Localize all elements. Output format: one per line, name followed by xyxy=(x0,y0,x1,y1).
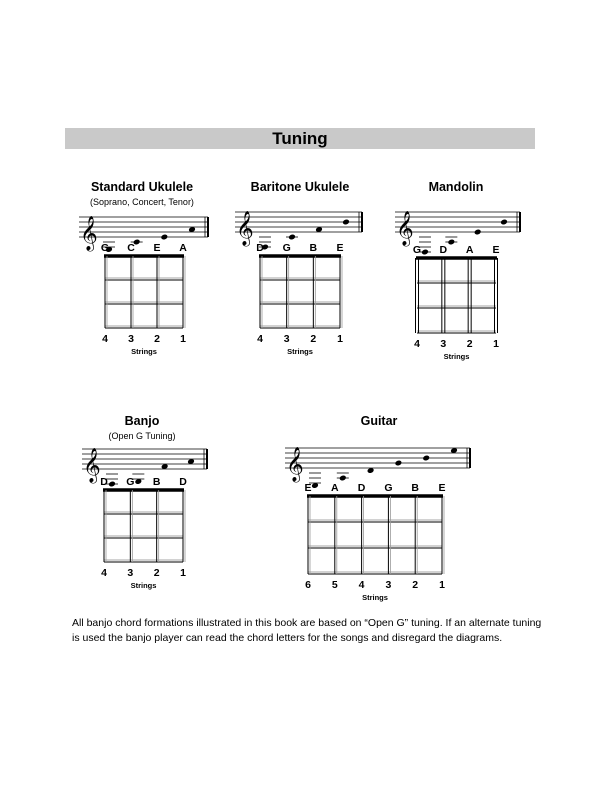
banjo-string-note-label: D xyxy=(100,476,108,488)
mandolin-string-number: 1 xyxy=(493,338,499,350)
banjo-string-note-label: G xyxy=(126,476,135,488)
banjo-string-note-label: D xyxy=(179,476,187,488)
baritone-ukulele-treble-clef-icon: 𝄞 xyxy=(236,211,254,246)
mandolin-treble-clef-icon: 𝄞 xyxy=(396,211,414,246)
mandolin-string-number: 2 xyxy=(466,338,473,350)
guitar-string-note-label: B xyxy=(411,482,419,494)
baritone-ukulele-string-note-label: D xyxy=(256,242,264,254)
banjo-string-number: 4 xyxy=(101,567,107,579)
mandolin-string-note-label: A xyxy=(465,244,474,256)
standard-ukulele-string-note-label: E xyxy=(153,242,161,254)
guitar-string-note-label: A xyxy=(331,482,339,494)
baritone-ukulele-strings-label: Strings xyxy=(287,347,313,356)
baritone-ukulele-string-number: 1 xyxy=(337,333,343,345)
mandolin-title: Mandolin xyxy=(428,180,484,194)
standard-ukulele-title: Standard Ukulele xyxy=(90,180,194,194)
standard-ukulele-treble-clef-icon: 𝄞 xyxy=(80,216,98,251)
standard-ukulele-subtitle: (Soprano, Concert, Tenor) xyxy=(90,197,194,207)
guitar-string-note-label: E xyxy=(304,482,312,494)
guitar-string-note-label: D xyxy=(357,482,366,494)
standard-ukulele-string-number: 4 xyxy=(102,333,108,345)
baritone-ukulele-string-number: 2 xyxy=(310,333,317,345)
banjo-string-note-label: B xyxy=(152,476,161,488)
baritone-ukulele-string-number: 3 xyxy=(283,333,290,345)
guitar-string-number: 3 xyxy=(385,579,392,591)
guitar-string-number: 5 xyxy=(331,579,338,591)
banjo-strings-label: Strings xyxy=(130,581,157,590)
guitar-treble-clef-icon: 𝄞 xyxy=(286,447,304,482)
banjo-subtitle: (Open G Tuning) xyxy=(108,431,176,441)
guitar-strings-label: Strings xyxy=(362,593,388,602)
standard-ukulele-string-note-label: C xyxy=(127,242,135,254)
baritone-ukulele-string-note-label: E xyxy=(336,242,344,254)
baritone-ukulele-string-note-label: B xyxy=(309,242,318,254)
baritone-ukulele-string-note-label: G xyxy=(282,242,291,254)
baritone-ukulele-title: Baritone Ukulele xyxy=(250,180,350,194)
guitar-string-number: 6 xyxy=(305,579,311,591)
guitar-note-head xyxy=(422,455,430,462)
banjo-title: Banjo xyxy=(124,414,160,428)
banjo-treble-clef-icon: 𝄞 xyxy=(83,448,101,483)
standard-ukulele-string-note-label: G xyxy=(100,242,110,254)
guitar-title: Guitar xyxy=(360,414,398,428)
banjo-tuning-footnote: All banjo chord formations illustrated in this book are based on “Open G” tuning. If an alternate tuning is used the banjo player can read the chord letters for the songs and disregard the diagrams. xyxy=(72,617,542,644)
guitar-string-number: 4 xyxy=(358,579,365,591)
page-title: Tuning xyxy=(65,128,535,149)
mandolin-string-note-label: E xyxy=(492,244,500,256)
guitar-string-note-label: G xyxy=(384,482,393,494)
standard-ukulele-strings-label: Strings xyxy=(131,347,157,356)
banjo-string-number: 3 xyxy=(127,567,134,579)
guitar-note-head xyxy=(339,475,347,482)
standard-ukulele-string-number: 2 xyxy=(154,333,160,345)
standard-ukulele-string-number: 1 xyxy=(180,333,186,345)
guitar-string-note-label: E xyxy=(438,482,446,494)
mandolin-string-number: 3 xyxy=(440,338,447,350)
banjo-string-number: 2 xyxy=(153,567,160,579)
baritone-ukulele-string-number: 4 xyxy=(257,333,263,345)
guitar-string-number: 2 xyxy=(412,579,419,591)
banjo-string-number: 1 xyxy=(180,567,186,579)
mandolin-string-number: 4 xyxy=(414,338,420,350)
mandolin-strings-label: Strings xyxy=(443,352,470,361)
guitar-note-head xyxy=(395,460,403,467)
mandolin-string-note-label: G xyxy=(412,244,422,256)
standard-ukulele-string-note-label: A xyxy=(179,242,187,254)
mandolin-string-note-label: D xyxy=(439,244,448,256)
guitar-string-number: 1 xyxy=(439,579,445,591)
standard-ukulele-string-number: 3 xyxy=(128,333,134,345)
